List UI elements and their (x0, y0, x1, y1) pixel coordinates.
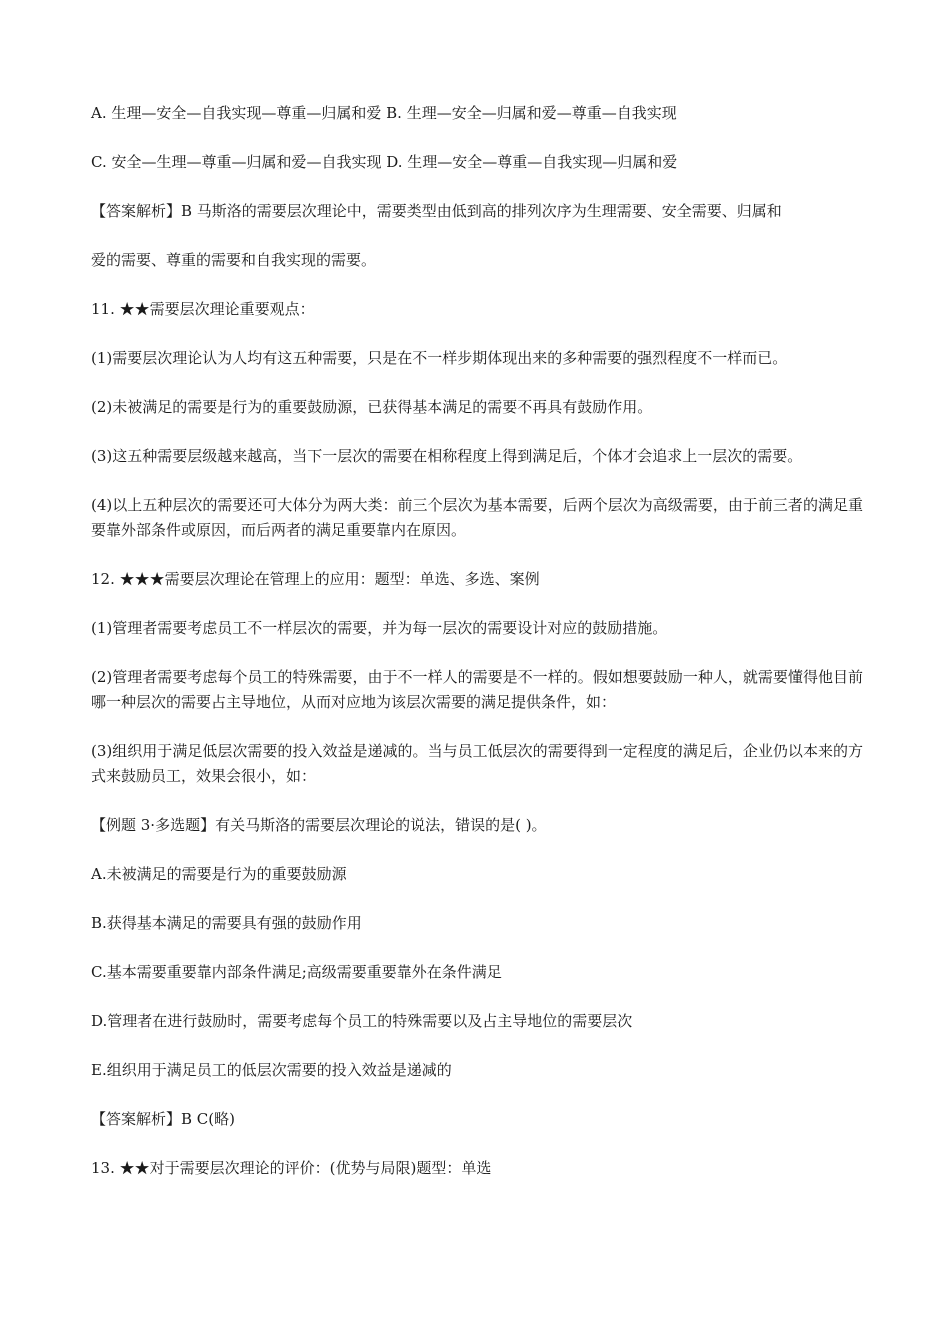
example-option-b: B.获得基本满足的需要具有强的鼓励作用 (91, 914, 362, 932)
point-1: (1)需要层次理论认为人均有这五种需要，只是在不一样步期体现出来的多种需要的强烈程度不一样而已。 (91, 349, 788, 367)
point-4: (4)以上五种层次的需要还可大体分为两大类：前三个层次为基本需要，后两个层次为高级需要，由于前三者的满足重要靠外部条件或原因，而后两者的满足重要靠内在原因。 (91, 496, 863, 539)
answer-explanation-1: 【答案解析】B 马斯洛的需要层次理论中，需要类型由低到高的排列次序为生理需要、安全需要、归属和 (91, 202, 782, 220)
document-body (91, 101, 863, 1205)
example-option-e: E.组织用于满足员工的低层次需要的投入效益是递减的 (91, 1061, 452, 1079)
example-option-c: C.基本需要重要靠内部条件满足;高级需要重要靠外在条件满足 (91, 963, 502, 981)
point-2: (2)未被满足的需要是行为的重要鼓励源，已获得基本满足的需要不再具有鼓励作用。 (91, 398, 653, 416)
answer-explanation-1-continued: 爱的需要、尊重的需要和自我实现的需要。 (91, 251, 377, 269)
answer-explanation-2: 【答案解析】B C(略) (91, 1110, 235, 1128)
example-question: 【例题 3·多选题】有关马斯洛的需要层次理论的说法，错误的是( )。 (91, 816, 547, 834)
section-heading-13: 13. ★★对于需要层次理论的评价：(优势与局限)题型：单选 (91, 1159, 492, 1177)
option-line-ab: A. 生理—安全—自我实现—尊重—归属和爱 B. 生理—安全—归属和爱—尊重—自我实现 (91, 104, 677, 122)
example-option-d: D.管理者在进行鼓励时，需要考虑每个员工的特殊需要以及占主导地位的需要层次 (91, 1012, 633, 1030)
application-1: (1)管理者需要考虑员工不一样层次的需要，并为每一层次的需要设计对应的鼓励措施。 (91, 619, 668, 637)
option-line-cd: C. 安全—生理—尊重—归属和爱—自我实现 D. 生理—安全—尊重—自我实现—归属和爱 (91, 153, 678, 171)
section-heading-11: 11. ★★需要层次理论重要观点： (91, 300, 315, 318)
application-3: (3)组织用于满足低层次需要的投入效益是递减的。当与员工低层次的需要得到一定程度的满足后，企业仍以本来的方式来鼓励员工，效果会很小，如： (91, 742, 863, 785)
example-option-a: A.未被满足的需要是行为的重要鼓励源 (91, 865, 347, 883)
point-3: (3)这五种需要层级越来越高，当下一层次的需要在相称程度上得到满足后，个体才会追求上一层次的需要。 (91, 447, 803, 465)
application-2: (2)管理者需要考虑每个员工的特殊需要，由于不一样人的需要是不一样的。假如想要鼓励一种人，就需要懂得他目前哪一种层次的需要占主导地位，从而对应地为该层次需要的满足提供条件，如： (91, 668, 863, 711)
section-heading-12: 12. ★★★需要层次理论在管理上的应用：题型：单选、多选、案例 (91, 570, 540, 588)
